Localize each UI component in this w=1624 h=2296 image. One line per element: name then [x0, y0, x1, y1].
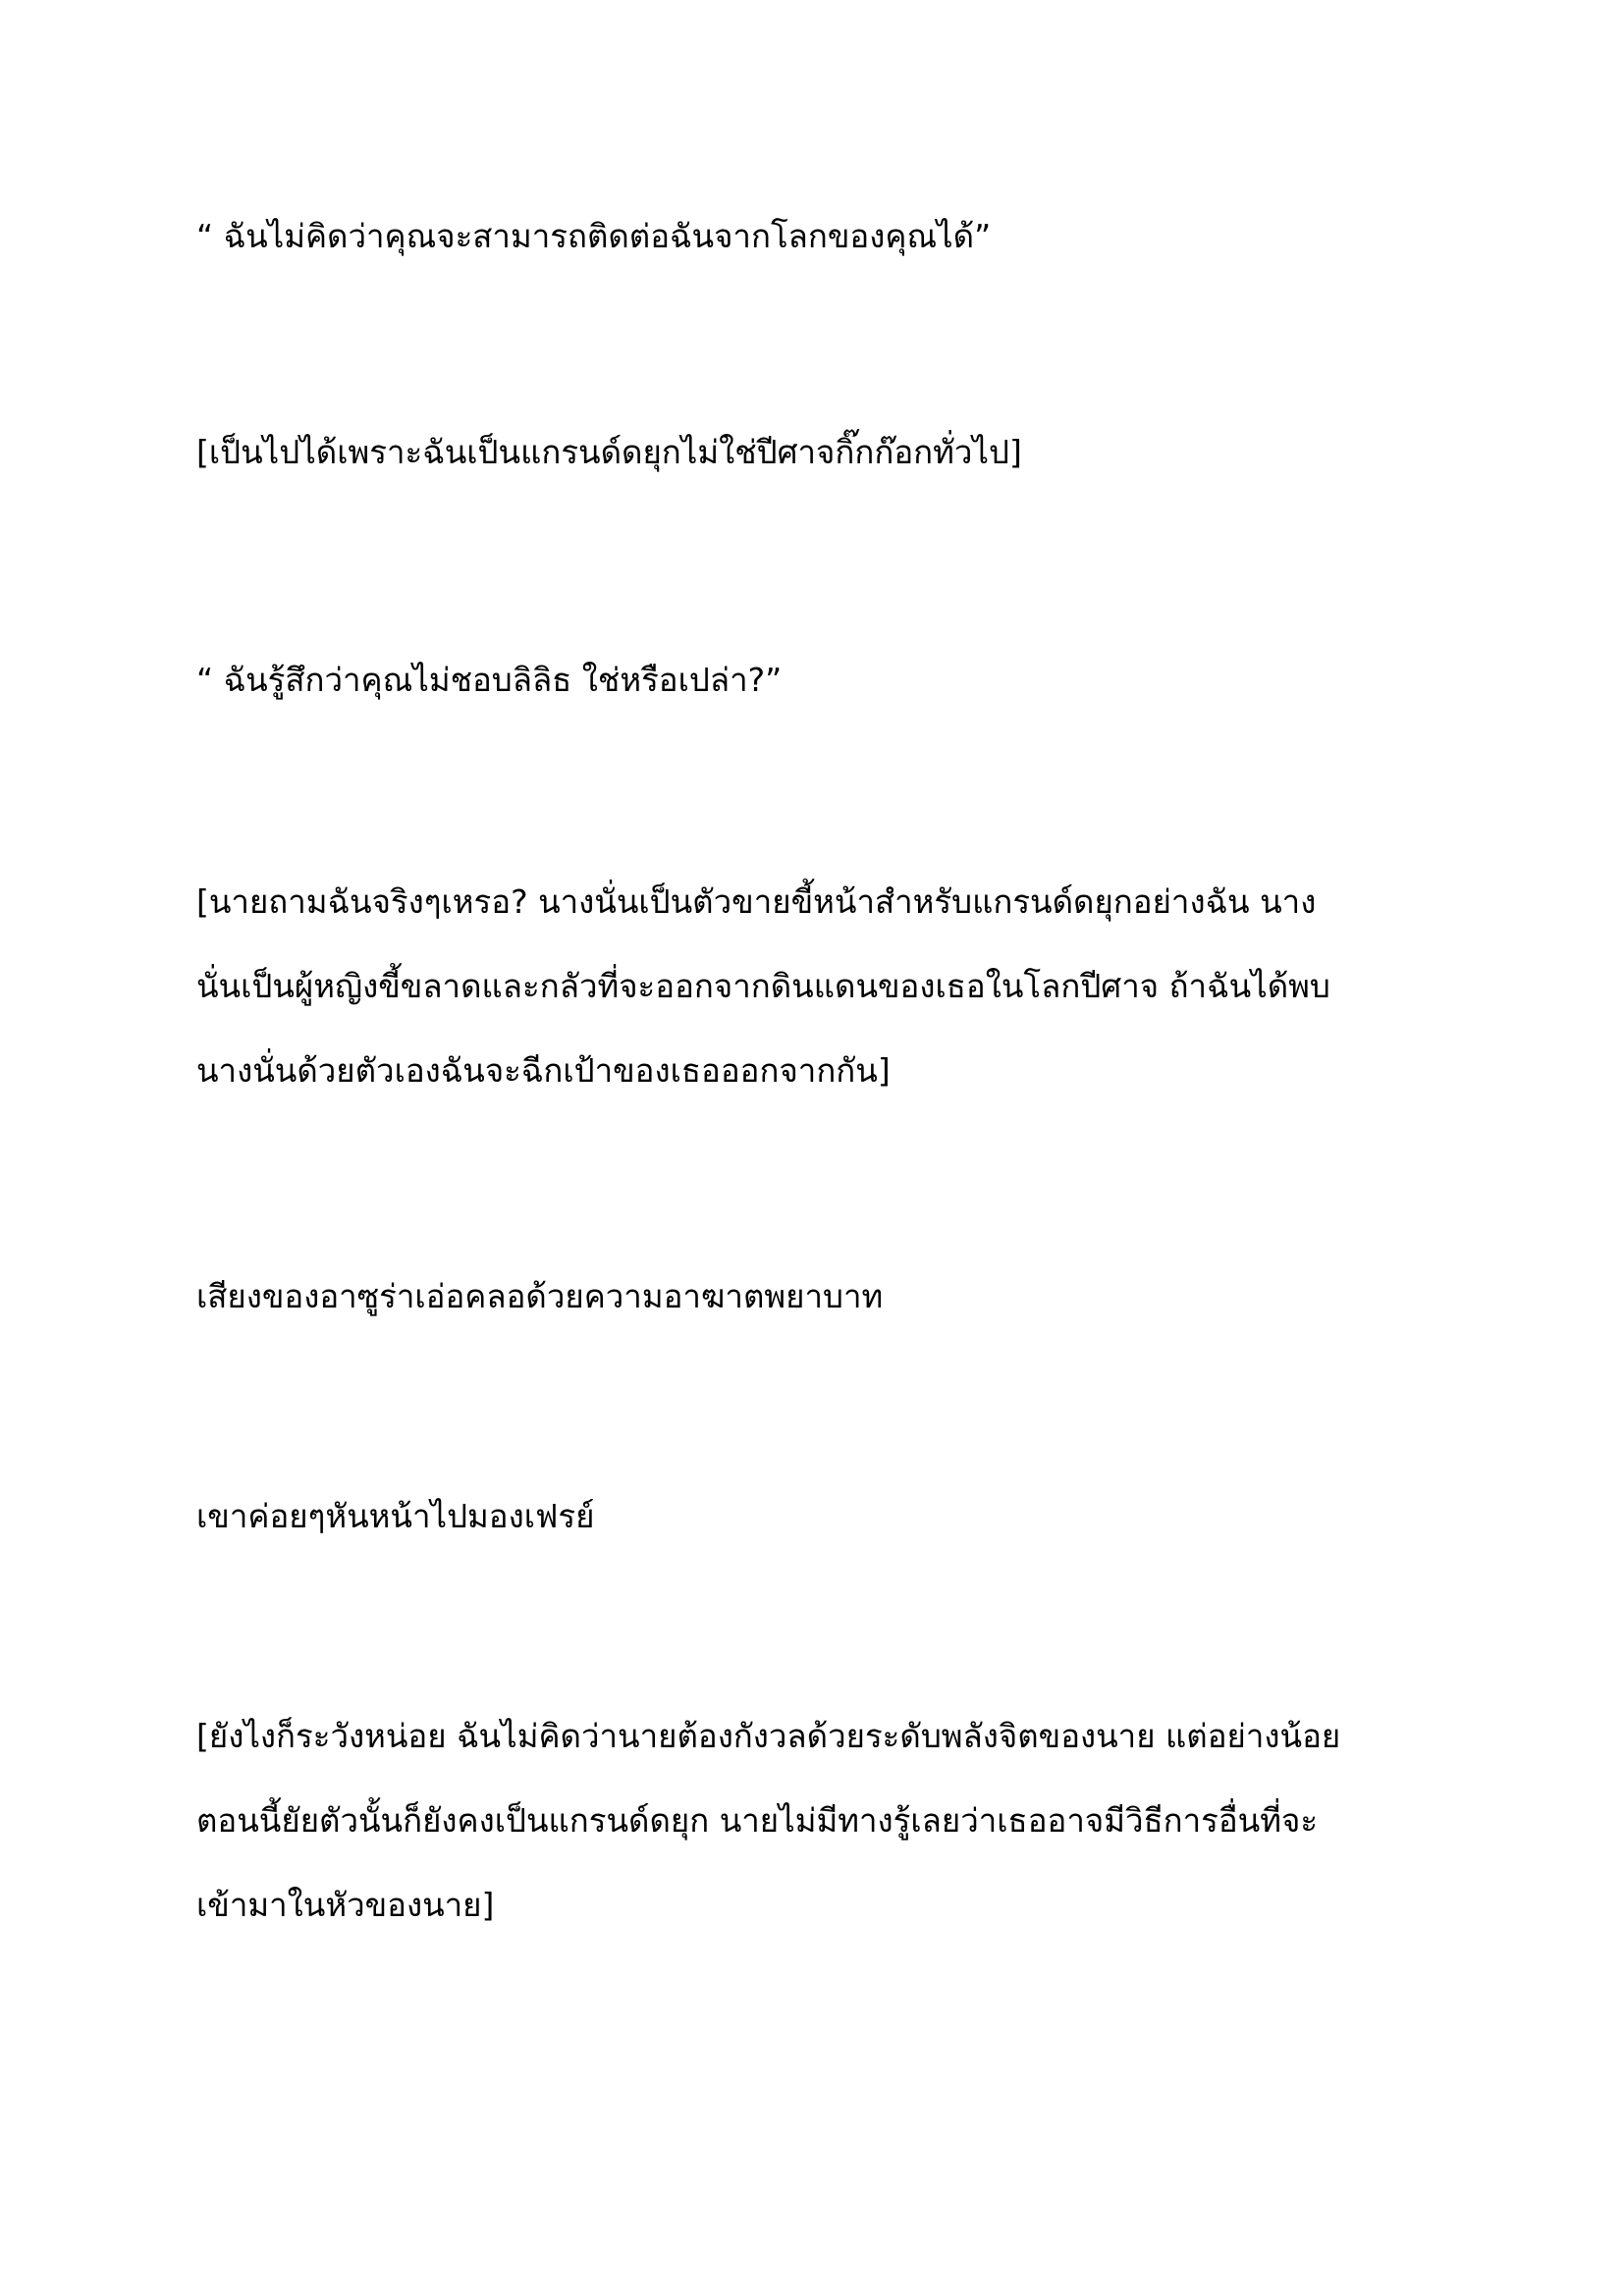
text-line: เสียงของอาซูร่าเอ่อคลอด้วยความอาฆาตพยาบาท — [196, 1277, 884, 1315]
text-line: [นายถามฉันจริงๆเหรอ? นางนั่นเป็นตัวขายขี้หน้าสำหรับแกรนด์ดยุกอย่างฉัน นาง — [196, 882, 1317, 921]
text-line: เข้ามาในหัวของนาย] — [196, 1886, 495, 1924]
paragraph-2 — [196, 410, 1463, 495]
paragraph-6 — [196, 1474, 1463, 1559]
paragraph-4 — [196, 860, 1463, 1113]
text-line: “ ฉันไม่คิดว่าคุณจะสามารถติดต่อฉันจากโลกของคุณได้” — [196, 217, 992, 255]
text-line: “ ฉันรู้สึกว่าคุณไม่ชอบลิลิธ ใช่หรือเปล่า?” — [196, 661, 783, 699]
text-line: [เป็นไปได้เพราะฉันเป็นแกรนด์ดยุกไม่ใช่ปีศาจกิ๊กก๊อกทั่วไป] — [196, 433, 1022, 471]
text-line: ตอนนี้ยัยตัวนั้นก็ยังคงเป็นแกรนด์ดยุก นายไม่มีทางรู้เลยว่าเธออาจมีวิธีการอื่นที่จะ — [196, 1801, 1319, 1840]
text-line: นางนั่นด้วยตัวเองฉันจะฉีกเป้าของเธอออกจากกัน] — [196, 1051, 891, 1090]
paragraph-3 — [196, 638, 1463, 722]
paragraph-7 — [196, 1694, 1463, 1948]
text-line: นั่นเป็นผู้หญิงขี้ขลาดและกลัวที่จะออกจากดินแดนของเธอในโลกปีศาจ ถ้าฉันได้พบ — [196, 967, 1330, 1005]
text-line: เขาค่อยๆหันหน้าไปมองเฟรย์ — [196, 1497, 595, 1535]
paragraph-1 — [196, 194, 1463, 279]
text-line: [ยังไงก็ระวังหน่อย ฉันไม่คิดว่านายต้องกังวลด้วยระดับพลังจิตของนาย แต่อย่างน้อย — [196, 1717, 1341, 1755]
paragraph-5 — [196, 1255, 1463, 1339]
